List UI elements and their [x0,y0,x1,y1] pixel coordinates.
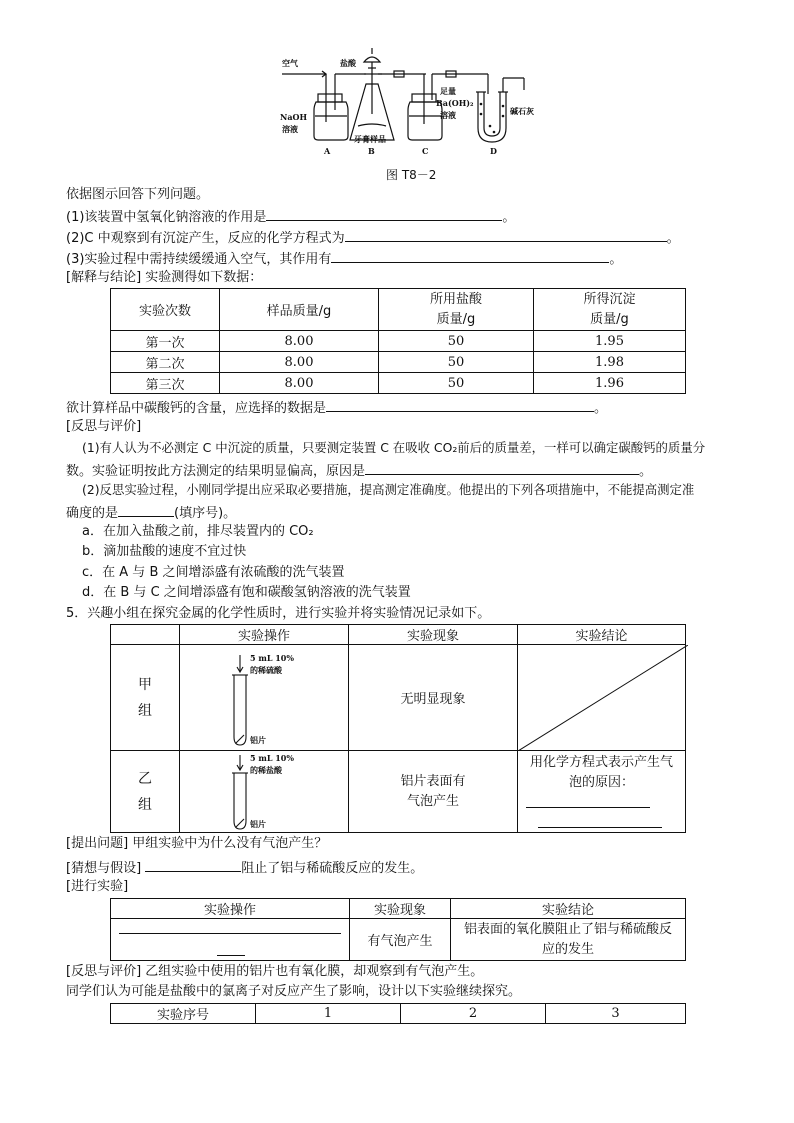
reflect-2b-text: 确度的是 [66,506,119,521]
exp-header-1: 实验现象 [349,625,518,645]
jia-operation [180,645,349,751]
yi-conclusion [518,751,686,833]
yi-test-tube [226,753,336,831]
fig-label-a: A [324,146,331,156]
seq-header: 实验序号 [111,1004,256,1024]
question-3-text: (3)实验过程中需持续缓缓通入空气，其作用有 [66,252,332,267]
data-cell: 8.00 [220,373,379,394]
fig-label-ba-3: 溶液 [440,110,456,120]
answer-blank-yi-2[interactable] [538,827,662,828]
data-cell: 1.96 [534,373,686,394]
data-header-1: 样品质量/g [220,289,379,331]
option-b: b．滴加盐酸的速度不宜过快 [82,544,247,559]
jia-al-label: 铝片 [250,735,266,745]
data-cell: 第二次 [111,352,220,373]
option-c: c．在 A 与 B 之间增添盛有浓硫酸的洗气装置 [82,565,345,580]
group-yi: 乙 组 [111,751,180,833]
fig-label-air: 空气 [282,58,298,68]
answer-blank-proc-1[interactable] [119,933,341,934]
sequence-table [110,1003,686,1024]
question-1 [66,206,515,227]
group-jia: 甲 组 [111,645,180,751]
fig-label-naoh-1: NaOH [280,112,308,122]
answer-blank-yi-1[interactable] [526,807,650,808]
data-cell: 第一次 [111,331,220,352]
option-a: a．在加入盐酸之前，排尽装置内的 CO₂ [82,524,314,539]
exp-header-0: 实验操作 [180,625,349,645]
data-header-0: 实验次数 [111,289,220,331]
experiment-table [110,624,686,833]
exp-header-2: 实验结论 [518,625,686,645]
reflect-2: [反思与评价] 乙组实验中使用的铝片也有氧化膜，却观察到有气泡产生。 [66,964,484,979]
data-cell: 第三次 [111,373,220,394]
explain-heading: [解释与结论] 实验测得如下数据： [66,270,263,285]
yi-tube-label-2: 的稀盐酸 [250,765,282,775]
reflect-2a: (2)反思实验过程，小刚同学提出应采取必要措施，提高测定准确度。他提出的下列各项措施中，不能提高测定准 [82,482,695,497]
period: 。 [502,210,516,225]
answer-blank-hypo[interactable] [145,857,241,872]
jia-test-tube [226,651,336,747]
fig-label-ba-2: Ba(OH)₂ [436,98,474,108]
calc-question [66,397,607,418]
answer-blank-3[interactable] [331,248,609,263]
proc-operation [111,919,350,961]
jia-phenomenon: 无明显现象 [349,645,518,751]
period: 。 [639,464,653,479]
apparatus-figure [278,44,558,164]
period: 。 [666,231,680,246]
answer-blank-calc[interactable] [326,397,594,412]
fig-label-c: C [422,146,429,156]
jia-tube-label-2: 的稀硫酸 [250,665,282,675]
answer-blank-2[interactable] [345,227,667,242]
option-d: d．在 B 与 C 之间增添盛有饱和碳酸氢钠溶液的洗气装置 [82,585,411,600]
diagonal-line [518,645,688,751]
answer-blank-proc-2[interactable] [217,955,245,956]
data-cell: 1.98 [534,352,686,373]
reflect-2b-fill: (填序号)。 [174,506,237,521]
fig-label-acid: 盐酸 [340,58,356,68]
reflect-3: 同学们认为可能是盐酸中的氯离子对反应产生了影响，设计以下实验继续探究。 [66,984,522,999]
data-cell: 50 [379,352,534,373]
fig-label-b: B [368,146,375,156]
seq-col-2: 2 [401,1004,546,1024]
data-cell: 8.00 [220,331,379,352]
proc-header-0: 实验操作 [111,899,350,919]
proc-header-1: 实验现象 [350,899,451,919]
data-cell: 50 [379,373,534,394]
data-table [110,288,686,394]
proc-conclusion: 铝表面的氧化膜阻止了铝与稀硫酸反 应的发生 [451,919,686,961]
question-heading: [提出问题] 甲组实验中为什么没有气泡产生？ [66,836,328,851]
yi-phenomenon: 铝片表面有 气泡产生 [349,751,518,833]
proc-header-2: 实验结论 [451,899,686,919]
yi-al-label: 铝片 [250,819,266,829]
fig-label-sample: 牙膏样品 [354,134,386,144]
hypothesis-label: [猜想与假设] [66,861,142,876]
question-3 [66,248,622,269]
jia-tube-label-1: 5 mL 10% [250,653,294,663]
jia-conclusion [518,645,686,751]
data-header-3: 所得沉淀 质量/g [534,289,686,331]
seq-col-1: 1 [256,1004,401,1024]
fig-label-naoh-2: 溶液 [282,124,298,134]
question-2-text: (2)C 中观察到有沉淀产生，反应的化学方程式为 [66,231,345,246]
fig-label-d: D [490,146,497,156]
hypothesis-text: 阻止了铝与稀硫酸反应的发生。 [241,861,424,876]
seq-col-3: 3 [546,1004,686,1024]
answer-blank-r1[interactable] [365,460,639,475]
yi-conclusion-text: 用化学方程式表示产生气 泡的原因： [529,755,673,790]
answer-blank-r2[interactable] [118,502,174,517]
period: 。 [609,252,623,267]
yi-tube-label-1: 5 mL 10% [250,753,294,763]
data-cell: 8.00 [220,352,379,373]
question-1-text: (1)该装置中氢氧化钠溶液的作用是 [66,210,267,225]
proc-phenomenon: 有气泡产生 [350,919,451,961]
exp-header-blank [111,625,180,645]
reflect-1a: (1)有人认为不必测定 C 中沉淀的质量，只要测定装置 C 在吸收 CO₂前后的质量差，一样可以确定碳酸钙的质量分 [82,440,706,455]
calc-question-text: 欲计算样品中碳酸钙的含量，应选择的数据是 [66,401,327,416]
question-5: 5．兴趣小组在探究金属的化学性质时，进行实验并将实验情况记录如下。 [66,606,491,621]
reflect-2b [66,502,236,523]
data-header-2: 所用盐酸 质量/g [379,289,534,331]
fig-label-ba-1: 足量 [440,86,456,96]
answer-blank-1[interactable] [266,206,502,221]
apparatus-diagram [278,44,558,164]
data-cell: 1.95 [534,331,686,352]
procedure-table [110,898,686,961]
figure-caption: 图 T8－2 [386,168,437,182]
intro-text: 依据图示回答下列问题。 [66,187,210,202]
question-2 [66,227,680,248]
reflect-1b-text: 数。实验证明按此方法测定的结果明显偏高，原因是 [66,464,366,479]
reflect-1b [66,460,652,481]
hypothesis [66,857,423,878]
period: 。 [594,401,608,416]
yi-operation [180,751,349,833]
reflect-heading: [反思与评价] [66,419,142,434]
do-heading: [进行实验] [66,879,129,894]
fig-label-soda-lime: 碱石灰 [510,106,534,116]
data-cell: 50 [379,331,534,352]
